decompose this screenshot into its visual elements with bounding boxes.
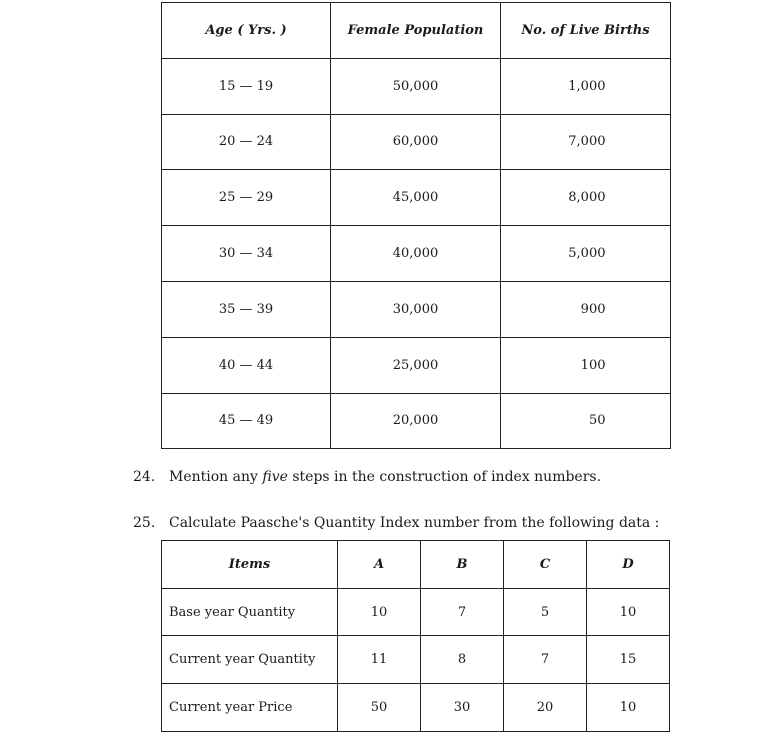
value-cell: 11 xyxy=(338,636,421,684)
population-cell: 20,000 xyxy=(331,393,501,449)
table-header-row xyxy=(162,541,670,589)
quantity-index-table xyxy=(161,540,670,732)
age-cell: 30 — 34 xyxy=(162,226,331,282)
column-header-c: C xyxy=(504,541,587,589)
value-cell: 10 xyxy=(587,684,670,732)
value-cell: 10 xyxy=(587,588,670,636)
age-cell: 40 — 44 xyxy=(162,337,331,393)
age-cell: 15 — 19 xyxy=(162,58,331,114)
births-cell: 100 xyxy=(580,357,606,373)
table-row xyxy=(162,114,671,170)
population-cell: 30,000 xyxy=(331,281,501,337)
births-cell: 5,000 xyxy=(568,246,606,262)
population-cell: 45,000 xyxy=(331,170,501,226)
question-25 xyxy=(133,515,659,531)
row-label: Current year Price xyxy=(162,684,338,732)
question-emphasis: five xyxy=(262,469,288,485)
column-header-d: D xyxy=(587,541,670,589)
table-row xyxy=(162,58,671,114)
table-row xyxy=(162,393,671,449)
value-cell: 8 xyxy=(421,636,504,684)
table-row xyxy=(162,588,670,636)
births-cell: 1,000 xyxy=(568,78,606,94)
question-24 xyxy=(133,469,601,485)
column-header-female-population: Female Population xyxy=(331,3,501,59)
question-text-before: Mention any xyxy=(169,469,263,485)
population-cell: 50,000 xyxy=(331,58,501,114)
table-row xyxy=(162,636,670,684)
age-cell: 25 — 29 xyxy=(162,170,331,226)
table-row xyxy=(162,281,671,337)
question-text-after: steps in the construction of index numbers. xyxy=(287,469,602,485)
age-cell: 20 — 24 xyxy=(162,114,331,170)
table-row xyxy=(162,226,671,282)
table-row xyxy=(162,337,671,393)
age-cell: 45 — 49 xyxy=(162,393,331,449)
value-cell: 5 xyxy=(504,588,587,636)
age-cell: 35 — 39 xyxy=(162,281,331,337)
birth-data-table xyxy=(161,2,671,449)
births-cell: 900 xyxy=(580,301,606,317)
question-text: Calculate Paasche's Quantity Index number from the following data : xyxy=(169,515,660,531)
question-number: 25. xyxy=(133,515,156,531)
value-cell: 7 xyxy=(421,588,504,636)
value-cell: 30 xyxy=(421,684,504,732)
table-row xyxy=(162,170,671,226)
value-cell: 15 xyxy=(587,636,670,684)
population-cell: 40,000 xyxy=(331,226,501,282)
population-cell: 25,000 xyxy=(331,337,501,393)
table-row xyxy=(162,684,670,732)
value-cell: 20 xyxy=(504,684,587,732)
population-cell: 60,000 xyxy=(331,114,501,170)
table-header-row xyxy=(162,3,671,59)
question-number: 24. xyxy=(133,469,156,485)
row-label: Base year Quantity xyxy=(162,588,338,636)
value-cell: 10 xyxy=(338,588,421,636)
value-cell: 50 xyxy=(338,684,421,732)
column-header-live-births: No. of Live Births xyxy=(501,3,671,59)
births-cell: 7,000 xyxy=(568,134,606,150)
value-cell: 7 xyxy=(504,636,587,684)
column-header-a: A xyxy=(338,541,421,589)
births-cell: 50 xyxy=(588,413,606,429)
row-label: Current year Quantity xyxy=(162,636,338,684)
column-header-b: B xyxy=(421,541,504,589)
column-header-items: Items xyxy=(162,541,338,589)
births-cell: 8,000 xyxy=(568,190,606,206)
column-header-age: Age ( Yrs. ) xyxy=(162,3,331,59)
